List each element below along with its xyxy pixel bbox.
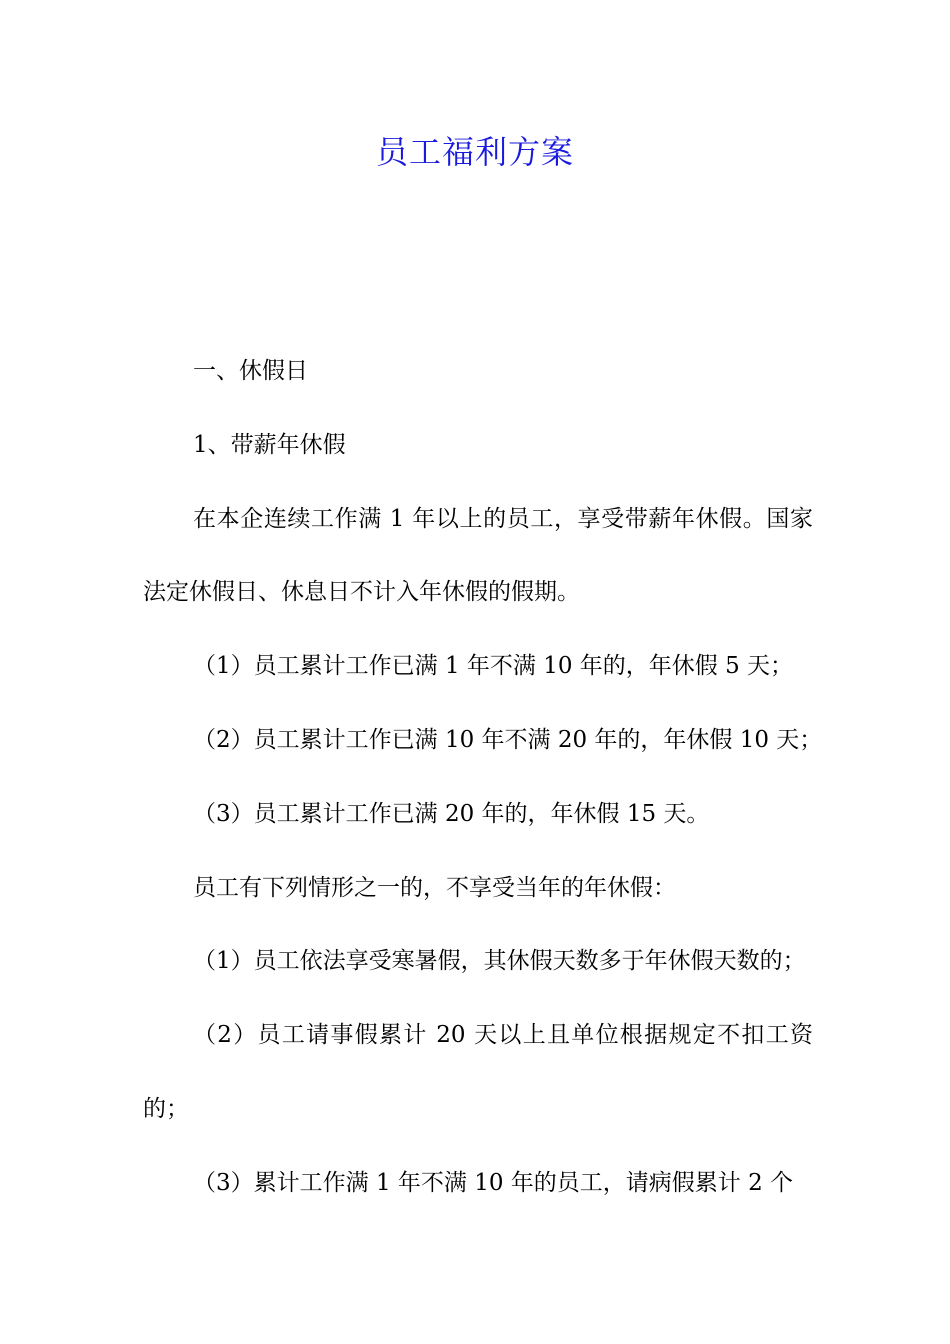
document-body	[143, 335, 823, 1221]
subsection-heading: 1、带薪年休假	[193, 431, 346, 458]
list-item: （1）员工累计工作已满 1 年不满 10 年的，年休假 5 天；	[193, 653, 794, 680]
list-item: （1）员工依法享受寒暑假，其休假天数多于年休假天数的；	[193, 948, 806, 975]
section-heading: 一、休假日	[193, 358, 308, 384]
list-item: （2）员工累计工作已满 10 年不满 20 年的，年休假 10 天；	[193, 726, 823, 753]
list-item: （2）员工请事假累计 20 天以上且单位根据规定不扣工资的；	[143, 1022, 813, 1122]
list-item: （3）累计工作满 1 年不满 10 年的员工，请病假累计 2 个	[193, 1169, 794, 1196]
paragraph: 在本企连续工作满 1 年以上的员工，享受带薪年休假。国家法定休假日、休息日不计入年休假的假期。	[143, 505, 813, 606]
document-title: 员工福利方案	[375, 133, 574, 171]
list-item: （3）员工累计工作已满 20 年的，年休假 15 天。	[193, 800, 710, 827]
paragraph: 员工有下列情形之一的，不享受当年的年休假：	[193, 874, 676, 901]
